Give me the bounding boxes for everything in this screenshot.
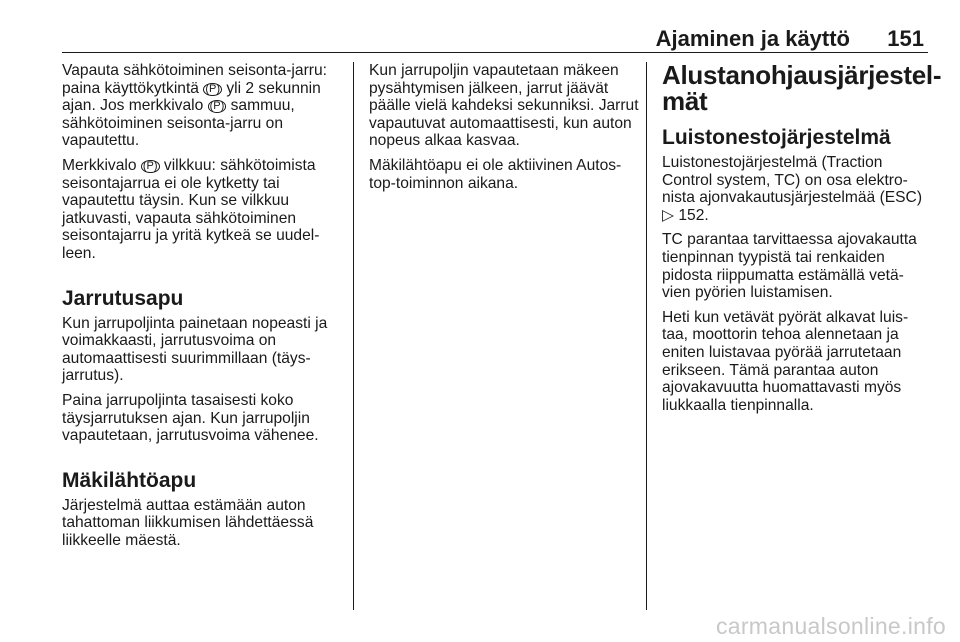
paragraph-hill-start-2: Kun jarrupoljin vapautetaan mäkeen pysähtymisen jälkeen, jarrut jäävät päälle vielä kahdeksi sekunniksi. Jarrut vapautuvat automaattisesti, kun auton nopeus alkaa kasvaa. <box>369 62 639 150</box>
paragraph-tc-3: Heti kun vetävät pyörät alkavat luis-taa, moottorin tehoa alennetaan ja eniten luistavaa pyörää jarrutetaan erikseen. Tämä parantaa auton ajovakavuutta huomattavasti myös liukkaalla tienpinnalla. <box>662 308 909 414</box>
paragraph-release-brake: Vapauta sähkötoiminen seisonta-jarru: paina käyttökytkintä (P) yli 2 sekunnin ajan. Jos merkkivalo (P) sammuu, sähkötoiminen seisonta-jarru on vapautettu. <box>62 62 327 150</box>
page-number: 151 <box>887 26 924 51</box>
column-3 <box>662 60 942 421</box>
paragraph-lamp-flashing: Merkkivalo (P) vilkkuu: sähkötoimista seisontajarrua ei ole kytketty tai vapautettu täysin. Kun se vilkkuu jatkuvasti, vapauta sähkötoiminen seisontajarru ja yritä kytkeä se uudel-leen. <box>62 156 320 262</box>
heading-jarrutusapu: Jarrutusapu <box>62 286 184 310</box>
column-1 <box>62 62 352 556</box>
paragraph-brake-assist-1: Kun jarrupoljinta painetaan nopeasti ja voimakkaasti, jarrutusvoima on automaattisesti suurimmillaan (täys-jarrutus). <box>62 314 328 385</box>
parking-brake-lamp-icon: (P) <box>142 159 158 172</box>
page-header <box>62 26 928 53</box>
paragraph-hill-start-1: Järjestelmä auttaa estämään auton tahattoman liikkumisen lähdettäessä liikkeelle mäestä. <box>62 496 314 549</box>
paragraph-tc-2: TC parantaa tarvittaessa ajovakautta tienpinnan tyypistä tai renkaiden pidosta riippumatta estämällä vetä-vien pyörien luistamisen. <box>662 231 917 302</box>
paragraph-brake-assist-2: Paina jarrupoljinta tasaisesti koko täysjarrutuksen ajan. Kun jarrupoljin vapautetaan, jarrutusvoima vähenee. <box>62 391 319 445</box>
paragraph-hill-start-3: Mäkilähtöapu ei ole aktiivinen Autos-top-toiminnon aikana. <box>369 156 622 192</box>
heading-alustanohjaus: Alustanohjausjärjestel-mät <box>662 60 942 116</box>
column-2 <box>369 62 645 199</box>
heading-makilahtoapu: Mäkilähtöapu <box>62 468 197 492</box>
column-divider-2 <box>646 62 647 610</box>
parking-brake-lamp-icon: (P) <box>209 100 225 113</box>
column-divider-1 <box>353 62 354 610</box>
parking-brake-lamp-icon: (P) <box>205 82 220 95</box>
heading-luistonesto: Luistonestojärjestelmä <box>662 126 891 149</box>
section-title: Ajaminen ja käyttö <box>655 26 850 51</box>
page-reference-arrow-icon: ▷ <box>662 206 674 224</box>
watermark: carmanualsonline.info <box>715 613 946 639</box>
paragraph-tc-1: Luistonestojärjestelmä (Traction Control system, TC) on osa elektro-nista ajonvakautusjärjestelmää (ESC) ▷ 152. <box>662 154 923 224</box>
